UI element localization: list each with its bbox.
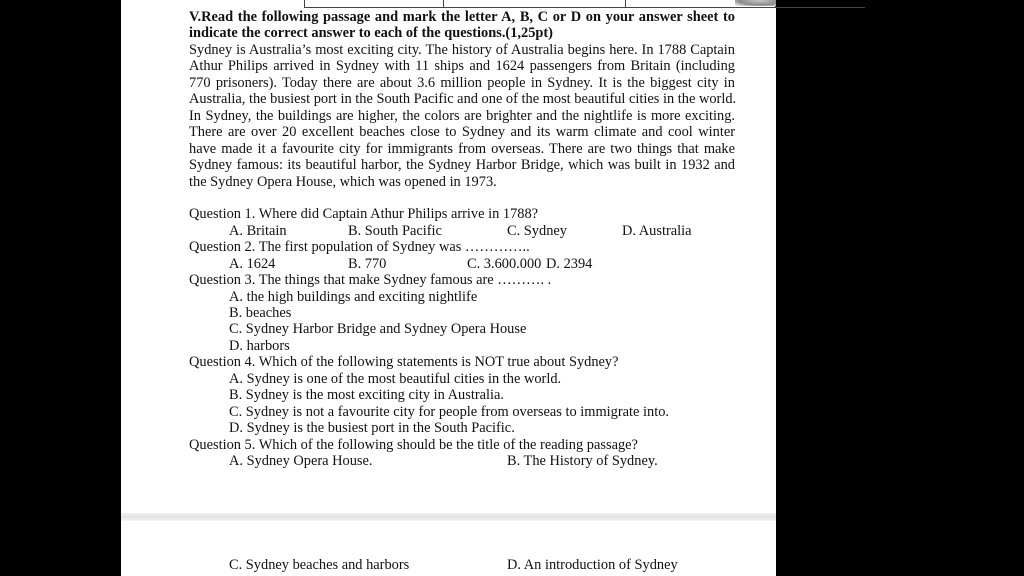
question-5-option-a: A. Sydney Opera House. bbox=[229, 453, 373, 469]
passage-line: Athur Philips arrived in Sydney with 11 ships and 1624 passengers from Britain (including bbox=[189, 58, 735, 74]
passage-line: 770 prisoners). Today there are about 3.6 million people in Sydney. It is the biggest city in bbox=[189, 75, 735, 91]
question-2-option-a: A. 1624 bbox=[229, 256, 276, 272]
question-1-option-a: A. Britain bbox=[229, 223, 287, 239]
question-1-stem: Question 1. Where did Captain Athur Philips arrive in 1788? bbox=[189, 206, 539, 222]
question-3-option-d: D. harbors bbox=[229, 338, 290, 354]
question-2-option-c: C. 3.600.000 bbox=[467, 256, 542, 272]
question-1-option-b: B. South Pacific bbox=[348, 223, 442, 239]
page-break bbox=[121, 513, 776, 521]
section-heading-line-2: indicate the correct answer to each of the questions.(1,25pt) bbox=[189, 25, 553, 41]
question-4-stem: Question 4. Which of the following statements is NOT true about Sydney? bbox=[189, 354, 619, 370]
question-4-option-c: C. Sydney is not a favourite city for people from overseas to immigrate into. bbox=[229, 404, 670, 420]
passage-line: have made it a favourite city for immigrants from overseas. There are two things that make bbox=[189, 141, 735, 157]
question-4-option-d: D. Sydney is the busiest port in the South Pacific. bbox=[229, 420, 515, 436]
question-5-option-c: C. Sydney beaches and harbors bbox=[229, 557, 410, 573]
passage-line: Sydney famous: its beautiful harbor, the Sydney Harbor Bridge, which was built in 1932 and bbox=[189, 157, 735, 173]
question-3-stem: Question 3. The things that make Sydney famous are ………. . bbox=[189, 272, 552, 288]
passage-line: Sydney is Australia’s most exciting city. The history of Australia begins here. In 1788 Captain bbox=[189, 42, 735, 58]
question-3-option-b: B. beaches bbox=[229, 305, 292, 321]
question-4-option-b: B. Sydney is the most exciting city in Australia. bbox=[229, 387, 504, 403]
photo-fragment bbox=[735, 0, 776, 6]
question-2-option-d: D. 2394 bbox=[546, 256, 593, 272]
question-5-stem: Question 5. Which of the following should be the title of the reading passage? bbox=[189, 437, 638, 453]
question-2-option-b: B. 770 bbox=[348, 256, 387, 272]
passage-line: There are over 20 excellent beaches close to Sydney and its warm climate and cool winter bbox=[189, 124, 735, 140]
passage-line: In Sydney, the buildings are higher, the colors are brighter and the nightlife is more exciting. bbox=[189, 108, 735, 124]
table-fragment bbox=[304, 0, 865, 8]
question-3-option-a: A. the high buildings and exciting nightlife bbox=[229, 289, 478, 305]
passage-line: the Sydney Opera House, which was opened in 1973. bbox=[189, 174, 497, 190]
question-5-option-d: D. An introduction of Sydney bbox=[507, 557, 678, 573]
question-2-stem: Question 2. The first population of Sydney was ………….. bbox=[189, 239, 530, 255]
question-5-option-b: B. The History of Sydney. bbox=[507, 453, 658, 469]
section-heading-line-1: V.Read the following passage and mark the letter A, B, C or D on your answer sheet to bbox=[189, 9, 735, 25]
question-3-option-c: C. Sydney Harbor Bridge and Sydney Opera House bbox=[229, 321, 527, 337]
passage-line: Australia, the busiest port in the South Pacific and one of the most beautiful cities in the world. bbox=[189, 91, 737, 107]
question-4-option-a: A. Sydney is one of the most beautiful cities in the world. bbox=[229, 371, 562, 387]
question-1-option-c: C. Sydney bbox=[507, 223, 567, 239]
question-1-option-d: D. Australia bbox=[622, 223, 692, 239]
